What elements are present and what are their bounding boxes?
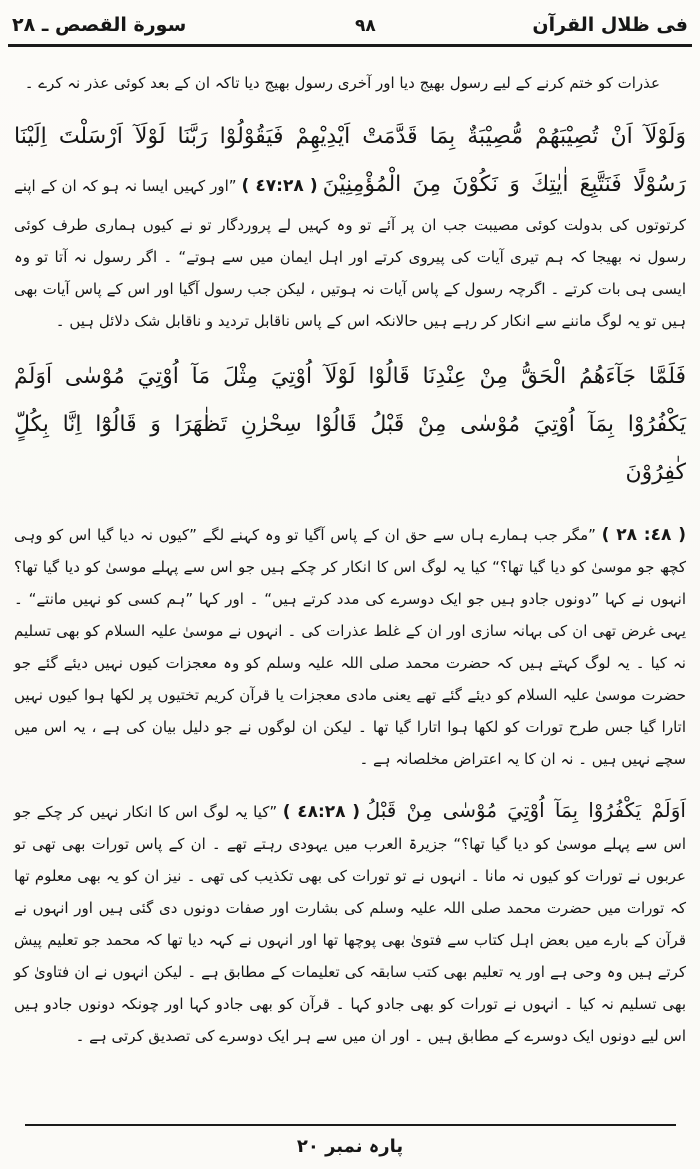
commentary-paragraph-1 (14, 519, 686, 775)
footer-para-label: پارہ نمبر ٢٠ (296, 1136, 404, 1157)
header-surah-title: سورة القصص ـ ٢٨ (12, 14, 187, 36)
header-book-title: فى ظلال القرآن (532, 14, 688, 36)
verse2-paragraph: فَلَمَّا جَآءَهُمُ الْحَقُّ مِنْ عِنْدِنَا قَالُوْا لَوْلَآ اُوْتِيَ مِثْلَ مَآ اُوْتِيَ مُوْسٰى اَوَلَمْ يَكْفُرُوْا بِمَآ اُوْتِيَ مُوْسٰى مِنْ قَبْلُ قَالُوْا سِحْرٰنِ تَظٰهَرَا وَ قَالُوْٓا اِنَّا بِكُلٍّ كٰفِرُوْنَ (14, 364, 686, 485)
commentary-paragraph-2 (14, 793, 686, 1052)
header-page-number: ٩٨ (354, 16, 376, 36)
para3-arabic-text: اَوَلَمْ يَكْفُرُوْا بِمَآ اُوْتِيَ مُوْسٰى مِنْ قَبْلُ (365, 798, 686, 822)
page-footer (0, 1124, 700, 1157)
content-area (8, 47, 692, 1097)
verse1-paragraph (14, 113, 686, 337)
para3-urdu-text: ”کیا یہ لوگ اس کا انکار نہیں کر چکے جو اس سے پہلے موسیٰ کو دیا گیا تھا؟“ جزیرۃ العرب میں یہودی رہتے تھے ۔ ان کے پاس تورات بھی تھی تو عربوں نے تورات کو کیوں نہ مانا ۔ انہوں نے تو تورات کی بھی تکذیب کی تھی ۔ نیز ان کو یہ بھی معلوم تھا کہ تورات میں حضرت محمد صلی اللہ علیہ وسلم کی بشارت اور صفات دونوں دی گئی ہیں اور انہوں نے قرآن کے بارے میں بعض اہل کتاب سے فتویٰ بھی پوچھا تھا اور انہوں نے کہہ دیا تھا کہ محمد جو تعلیم پیش کرتے ہیں وہ وحی ہے اور یہ تعلیم بھی کتب سابقہ کی تعلیمات کے مطابق ہے ۔ لیکن انہوں نے ان فتاویٰ کو بھی تسلیم نہ کیا ۔ انہوں نے تورات کو بھی جادو کہا ۔ قرآن کو بھی جادو کہا اور چونکہ دونوں جادو ہیں اس لیے دونوں ایک دوسرے کے مطابق ہیں ۔ اور ان میں سے ہر ایک دوسرے کی تصدیق کرتی ہے ۔ (14, 803, 686, 1045)
footer-rule (25, 1124, 676, 1126)
verse1-ayah-ref: ( ٤٧:٢٨ ) (241, 176, 318, 196)
intro-paragraph: عذرات کو ختم کرنے کے لیے رسول بھیج دیا اور آخری رسول بھیج دیا تاکہ ان کے بعد کوئی عذر نہ کرے ۔ (24, 74, 660, 92)
page-header (8, 8, 692, 47)
verse1-urdu-translation: ”اور کہیں ایسا نہ ہو کہ ان کے اپنے کرتوتوں کی بدولت کوئی مصیبت جب ان پر آئے تو وہ کہیں لے پروردگار تو نے کیوں ہماری طرف کوئی رسول نہ بھیجا کہ ہم تیری آیات کی پیروی کرتے اور اہل ایمان میں سے ہوتے“ ۔ اگر رسول نہ آتا تو وہ ایسی ہی بات کرتے ۔ اگرچہ رسول کے پاس آیات نہ ہوتیں ، لیکن جب رسول آگیا اور اس کے پاس آیات بھی ہیں تو یہ لوگ ماننے سے انکار کر رہے ہیں حالانکہ اس کے پاس ناقابل تردید و ناقابل شک دلائل ہیں ۔ (14, 177, 686, 330)
para2-urdu-text: ”مگر جب ہمارے ہاں سے حق ان کے پاس آگیا تو وہ کہنے لگے ”کیوں نہ دیا گیا اس کو وہی کچھ جو موسیٰ کو دیا گیا تھا؟“ کیا یہ لوگ اس کا انکار کر چکے ہیں جو اس سے پہلے موسیٰ کو دیا گیا تھا؟ انہوں نے کہا ”دونوں جادو ہیں جو ایک دوسرے کی مدد کرتے ہیں“ ۔ اور کہا ”ہم کسی کو نہیں مانتے“ ۔ یہی غرض تھی ان کی بہانہ سازی اور ان کے غلط عذرات کی ۔ انہوں نے موسیٰ علیہ السلام کو بھی تسلیم نہ کیا ۔ یہ لوگ کہتے ہیں کہ حضرت محمد صلی اللہ علیہ وسلم کو وہ معجزات کیوں نہیں دیئے گئے جو حضرت موسیٰ علیہ السلام کو دیئے گئے تھے یعنی مادی معجزات یا قرآن کریم تختیوں پر لکھا ہوا کیوں نہیں اتارا گیا جس طرح تورات کو لکھا ہوا اتارا گیا تھا ۔ لیکن ان لوگوں نے جو دلیل بیان کی ہے ، یہ اس میں سچے نہیں ہیں ۔ نہ ان کا یہ اعتراض مخلصانہ ہے ۔ (14, 526, 686, 768)
para2-ayah-ref: ( ٤٨: ٢٨ ) (601, 525, 686, 545)
para3-ayah-ref: ( ٤٨:٢٨ ) (282, 802, 361, 822)
verse1-arabic-text: وَلَوْلَآ اَنْ تُصِيْبَهُمْ مُّصِيْبَةٌ بِمَا قَدَّمَتْ اَيْدِيْهِمْ فَيَقُوْلُوْا رَبَّنَا لَوْلَآ اَرْسَلْتَ اِلَيْنَا رَسُوْلًا فَنَتَّبِعَ اٰيٰتِكَ وَ نَكُوْنَ مِنَ الْمُؤْمِنِيْنَ (14, 124, 686, 197)
